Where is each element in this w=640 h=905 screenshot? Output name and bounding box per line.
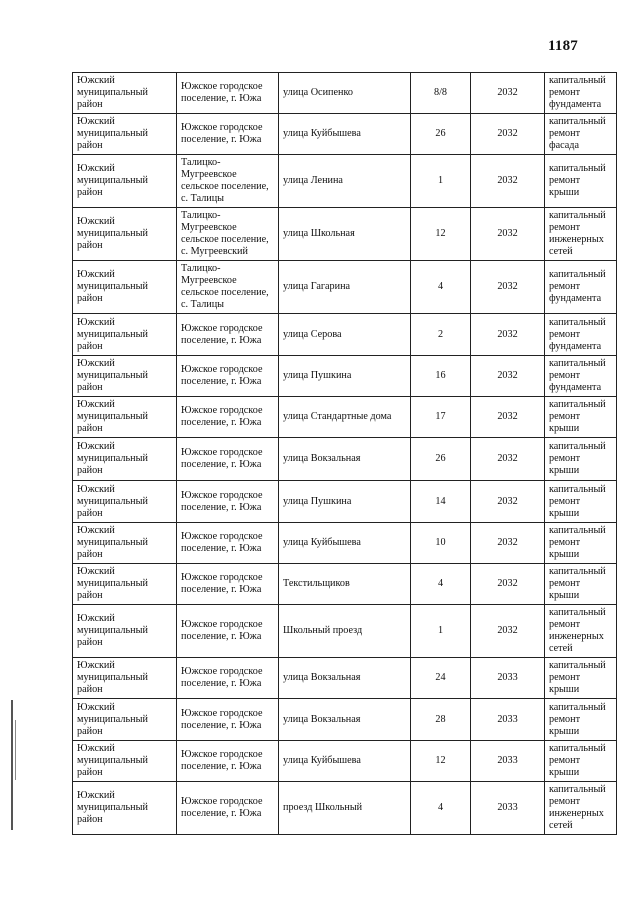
table-row <box>73 356 617 397</box>
table-row <box>73 564 617 605</box>
street-cell: улица Стандартные дома <box>279 397 411 438</box>
settlement-cell: Южское городское поселение, г. Южа <box>177 356 279 397</box>
table-row <box>73 481 617 523</box>
settlement-cell: Южское городское поселение, г. Южа <box>177 314 279 356</box>
house-number-cell: 28 <box>411 699 471 741</box>
house-number-cell: 26 <box>411 114 471 155</box>
year-cell: 2032 <box>471 523 545 564</box>
house-number-cell: 12 <box>411 208 471 261</box>
year-cell: 2032 <box>471 73 545 114</box>
table-row <box>73 114 617 155</box>
settlement-cell: Южское городское поселение, г. Южа <box>177 481 279 523</box>
settlement-cell: Южское городское поселение, г. Южа <box>177 523 279 564</box>
work-type-cell: капитальный ремонт крыши <box>545 564 617 605</box>
district-cell: Южский муниципальный район <box>73 73 177 114</box>
work-type-cell: капитальный ремонт крыши <box>545 155 617 208</box>
district-cell: Южский муниципальный район <box>73 356 177 397</box>
district-cell: Южский муниципальный район <box>73 782 177 835</box>
table-row <box>73 73 617 114</box>
table-row <box>73 741 617 782</box>
repair-schedule-table <box>72 72 617 835</box>
settlement-cell: Южское городское поселение, г. Южа <box>177 741 279 782</box>
settlement-cell: Южское городское поселение, г. Южа <box>177 397 279 438</box>
year-cell: 2033 <box>471 658 545 699</box>
year-cell: 2032 <box>471 208 545 261</box>
street-cell: улица Вокзальная <box>279 438 411 481</box>
house-number-cell: 17 <box>411 397 471 438</box>
year-cell: 2032 <box>471 155 545 208</box>
district-cell: Южский муниципальный район <box>73 261 177 314</box>
street-cell: Текстильщиков <box>279 564 411 605</box>
work-type-cell: капитальный ремонт фундамента <box>545 261 617 314</box>
year-cell: 2032 <box>471 314 545 356</box>
house-number-cell: 12 <box>411 741 471 782</box>
table-row <box>73 208 617 261</box>
house-number-cell: 4 <box>411 782 471 835</box>
work-type-cell: капитальный ремонт фундамента <box>545 356 617 397</box>
street-cell: проезд Школьный <box>279 782 411 835</box>
house-number-cell: 1 <box>411 605 471 658</box>
work-type-cell: капитальный ремонт крыши <box>545 481 617 523</box>
district-cell: Южский муниципальный район <box>73 397 177 438</box>
district-cell: Южский муниципальный район <box>73 564 177 605</box>
page-number: 1187 <box>548 38 578 54</box>
year-cell: 2032 <box>471 261 545 314</box>
district-cell: Южский муниципальный район <box>73 523 177 564</box>
street-cell: Школьный проезд <box>279 605 411 658</box>
table-row <box>73 438 617 481</box>
street-cell: улица Пушкина <box>279 356 411 397</box>
year-cell: 2033 <box>471 741 545 782</box>
house-number-cell: 4 <box>411 261 471 314</box>
work-type-cell: капитальный ремонт крыши <box>545 658 617 699</box>
house-number-cell: 16 <box>411 356 471 397</box>
street-cell: улица Гагарина <box>279 261 411 314</box>
work-type-cell: капитальный ремонт крыши <box>545 397 617 438</box>
settlement-cell: Южское городское поселение, г. Южа <box>177 564 279 605</box>
year-cell: 2032 <box>471 564 545 605</box>
scan-edge-mark <box>11 700 13 830</box>
work-type-cell: капитальный ремонт инженерных сетей <box>545 208 617 261</box>
settlement-cell: Южское городское поселение, г. Южа <box>177 438 279 481</box>
district-cell: Южский муниципальный район <box>73 208 177 261</box>
street-cell: улица Вокзальная <box>279 699 411 741</box>
street-cell: улица Ленина <box>279 155 411 208</box>
year-cell: 2032 <box>471 481 545 523</box>
settlement-cell: Южское городское поселение, г. Южа <box>177 658 279 699</box>
work-type-cell: капитальный ремонт крыши <box>545 741 617 782</box>
district-cell: Южский муниципальный район <box>73 658 177 699</box>
table-body <box>73 73 617 835</box>
work-type-cell: капитальный ремонт фасада <box>545 114 617 155</box>
year-cell: 2032 <box>471 114 545 155</box>
settlement-cell: Южское городское поселение, г. Южа <box>177 699 279 741</box>
year-cell: 2032 <box>471 356 545 397</box>
table-row <box>73 658 617 699</box>
house-number-cell: 4 <box>411 564 471 605</box>
street-cell: улица Куйбышева <box>279 523 411 564</box>
year-cell: 2033 <box>471 782 545 835</box>
table-row <box>73 782 617 835</box>
house-number-cell: 24 <box>411 658 471 699</box>
work-type-cell: капитальный ремонт фундамента <box>545 314 617 356</box>
table-row <box>73 699 617 741</box>
district-cell: Южский муниципальный район <box>73 605 177 658</box>
street-cell: улица Пушкина <box>279 481 411 523</box>
work-type-cell: капитальный ремонт инженерных сетей <box>545 782 617 835</box>
settlement-cell: Талицко-Мугреевское сельское поселение, с. Мугреевский <box>177 208 279 261</box>
district-cell: Южский муниципальный район <box>73 155 177 208</box>
street-cell: улица Куйбышева <box>279 114 411 155</box>
table-row <box>73 523 617 564</box>
house-number-cell: 1 <box>411 155 471 208</box>
district-cell: Южский муниципальный район <box>73 438 177 481</box>
work-type-cell: капитальный ремонт инженерных сетей <box>545 605 617 658</box>
street-cell: улица Серова <box>279 314 411 356</box>
year-cell: 2033 <box>471 699 545 741</box>
district-cell: Южский муниципальный район <box>73 741 177 782</box>
house-number-cell: 14 <box>411 481 471 523</box>
settlement-cell: Талицко-Мугреевское сельское поселение, с. Талицы <box>177 155 279 208</box>
table-row <box>73 314 617 356</box>
house-number-cell: 2 <box>411 314 471 356</box>
settlement-cell: Южское городское поселение, г. Южа <box>177 114 279 155</box>
year-cell: 2032 <box>471 605 545 658</box>
street-cell: улица Вокзальная <box>279 658 411 699</box>
house-number-cell: 8/8 <box>411 73 471 114</box>
scan-edge-mark-secondary <box>15 720 16 780</box>
work-type-cell: капитальный ремонт фундамента <box>545 73 617 114</box>
work-type-cell: капитальный ремонт крыши <box>545 523 617 564</box>
street-cell: улица Школьная <box>279 208 411 261</box>
settlement-cell: Южское городское поселение, г. Южа <box>177 605 279 658</box>
work-type-cell: капитальный ремонт крыши <box>545 699 617 741</box>
house-number-cell: 10 <box>411 523 471 564</box>
district-cell: Южский муниципальный район <box>73 114 177 155</box>
district-cell: Южский муниципальный район <box>73 481 177 523</box>
table-row <box>73 261 617 314</box>
table-row <box>73 397 617 438</box>
settlement-cell: Южское городское поселение, г. Южа <box>177 782 279 835</box>
table-row <box>73 605 617 658</box>
district-cell: Южский муниципальный район <box>73 699 177 741</box>
year-cell: 2032 <box>471 438 545 481</box>
work-type-cell: капитальный ремонт крыши <box>545 438 617 481</box>
settlement-cell: Талицко-Мугреевское сельское поселение, с. Талицы <box>177 261 279 314</box>
district-cell: Южский муниципальный район <box>73 314 177 356</box>
house-number-cell: 26 <box>411 438 471 481</box>
street-cell: улица Осипенко <box>279 73 411 114</box>
table-row <box>73 155 617 208</box>
street-cell: улица Куйбышева <box>279 741 411 782</box>
settlement-cell: Южское городское поселение, г. Южа <box>177 73 279 114</box>
year-cell: 2032 <box>471 397 545 438</box>
